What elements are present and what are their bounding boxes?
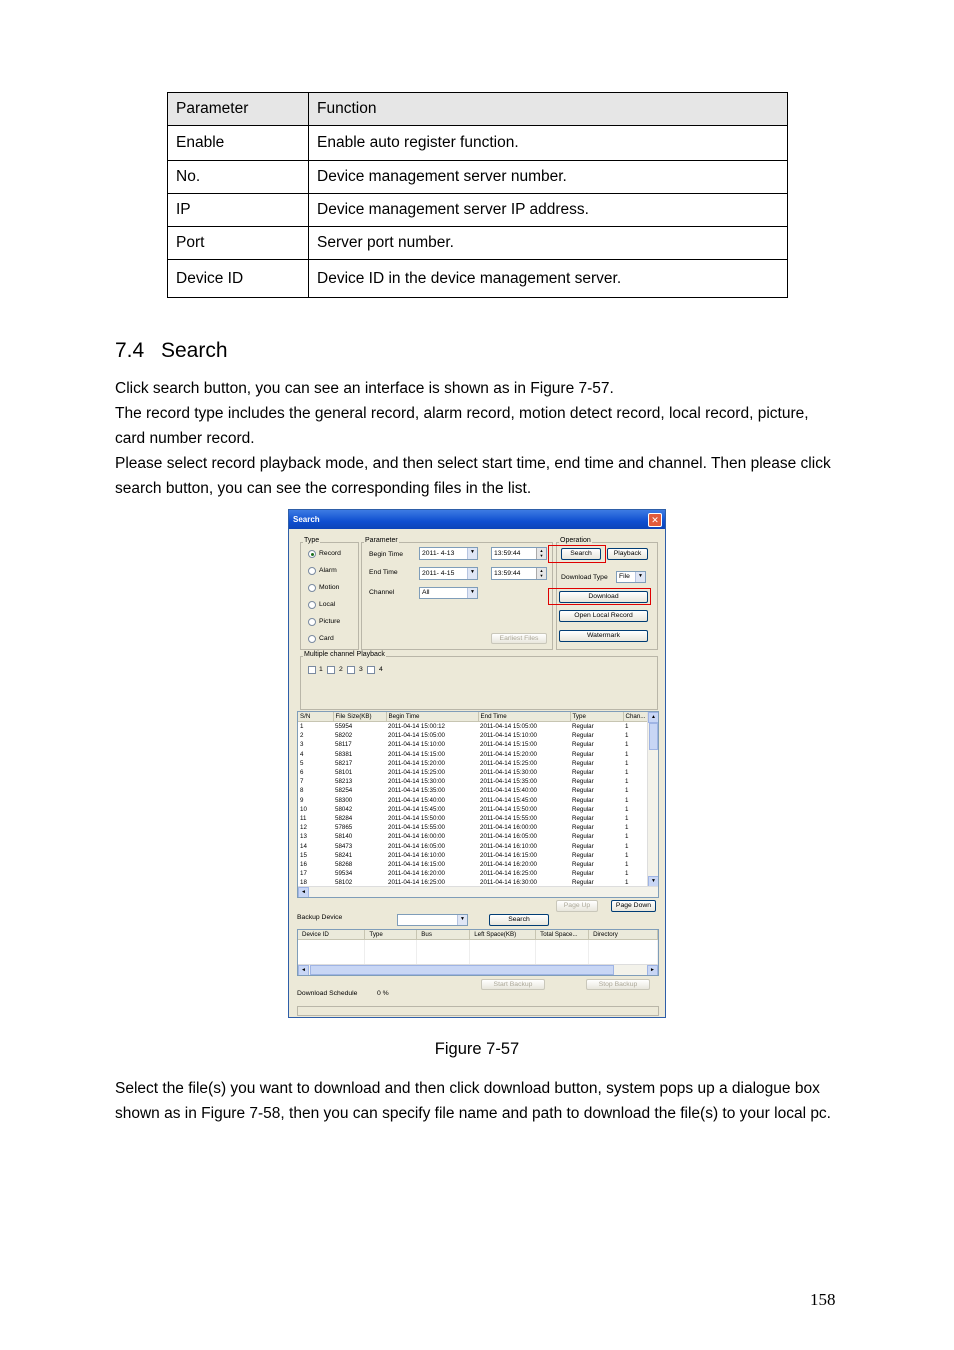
page-down-button[interactable]: Page Down: [611, 900, 656, 912]
table-cell: 57865: [335, 824, 353, 832]
download-schedule-label: Download Schedule: [297, 990, 358, 997]
table-cell: 8: [300, 787, 304, 795]
start-backup-button[interactable]: Start Backup: [481, 979, 545, 990]
table-cell: 2011-04-14 16:10:00: [388, 851, 445, 859]
radio-label: Motion: [319, 584, 340, 591]
table-cell: 58202: [335, 732, 353, 740]
file-list-column-header[interactable]: End Time: [478, 712, 570, 722]
table-cell: 18: [300, 879, 307, 887]
radio-local[interactable]: [308, 601, 316, 609]
end-time-label: End Time: [369, 569, 398, 576]
table-cell: 10: [300, 805, 307, 813]
table-cell: 1: [625, 796, 629, 804]
table-cell: Regular: [572, 750, 594, 758]
spinner-arrows-icon[interactable]: ▲ ▼: [536, 548, 546, 559]
table-row: [168, 194, 788, 227]
table-row[interactable]: [298, 777, 648, 786]
download-type-select[interactable]: [616, 571, 646, 583]
table-row[interactable]: [298, 869, 648, 878]
table-cell: 2011-04-14 16:00:00: [388, 833, 445, 841]
file-list-column-header[interactable]: File Size(KB): [333, 712, 386, 722]
file-list-column-header[interactable]: Type: [570, 712, 623, 722]
table-cell: 2011-04-14 16:20:00: [388, 870, 445, 878]
table-cell: 58117: [335, 741, 352, 749]
table-cell: 2011-04-14 15:50:00: [480, 805, 537, 813]
table-cell: 2011-04-14 15:55:00: [388, 824, 445, 832]
channel-label: Channel: [369, 589, 395, 596]
close-icon[interactable]: ✕: [648, 513, 662, 527]
table-cell: 2011-04-14 15:05:00: [480, 723, 537, 731]
table-row[interactable]: [298, 841, 648, 850]
table-row[interactable]: [298, 832, 648, 841]
table-cell: 4: [300, 750, 304, 758]
table-cell: 58042: [335, 805, 353, 813]
table-row[interactable]: [298, 722, 648, 732]
table-cell: 1: [625, 732, 629, 740]
table-cell: 2011-04-14 15:30:00: [480, 769, 537, 777]
table-cell: 1: [625, 759, 629, 767]
radio-label: Card: [319, 635, 334, 642]
table-cell: 17: [300, 870, 307, 878]
channel-2-checkbox[interactable]: [327, 666, 335, 674]
search-button[interactable]: Search: [561, 548, 601, 560]
scroll-thumb[interactable]: [310, 965, 614, 975]
table-cell: 58140: [335, 833, 353, 841]
table-cell: Regular: [572, 796, 594, 804]
download-schedule-value: 0 %: [377, 990, 389, 997]
file-list-column-header[interactable]: Begin Time: [386, 712, 478, 722]
table-cell: Port: [168, 227, 309, 260]
dropdown-arrow-icon[interactable]: ▼: [467, 588, 477, 598]
table-cell: Regular: [572, 833, 594, 841]
table-cell: 2011-04-14 15:10:00: [388, 741, 445, 749]
table-cell: 3: [300, 741, 304, 749]
radio-card[interactable]: [308, 635, 316, 643]
table-cell: Regular: [572, 723, 594, 731]
download-button[interactable]: Download: [559, 591, 648, 603]
spinner-arrows-icon[interactable]: ▲ ▼: [536, 568, 546, 579]
table-cell: Device management server number.: [309, 161, 788, 194]
section-heading: [115, 339, 228, 363]
table-cell: 2011-04-14 16:15:00: [388, 860, 445, 868]
backup-list-horizontal-scrollbar[interactable]: [298, 964, 658, 975]
table-cell: 1: [625, 860, 629, 868]
table-cell: 14: [300, 842, 307, 850]
open-local-record-button[interactable]: Open Local Record: [559, 610, 648, 622]
type-group-title: Type: [304, 537, 320, 544]
table-cell: Regular: [572, 824, 594, 832]
table-cell: 1: [625, 741, 629, 749]
dropdown-arrow-icon[interactable]: ▼: [457, 915, 467, 925]
table-row: [168, 227, 788, 260]
channel-label: 3: [359, 666, 363, 673]
table-cell: 2011-04-14 16:05:00: [388, 842, 445, 850]
table-row[interactable]: [298, 740, 648, 749]
table-row[interactable]: [298, 851, 648, 860]
table-cell: 7: [300, 778, 304, 786]
table-cell: 2: [300, 732, 304, 740]
playback-button[interactable]: Playback: [607, 548, 648, 560]
table-cell: Regular: [572, 860, 594, 868]
table-cell: 2011-04-14 15:15:00: [480, 741, 537, 749]
table-row[interactable]: [298, 750, 648, 759]
table-cell: 2011-04-14 16:25:00: [388, 879, 445, 887]
paragraph-1: Click search button, you can see an interface is shown as in Figure 7-57.: [115, 380, 614, 397]
table-cell: No.: [168, 161, 309, 194]
channel-4-checkbox[interactable]: [367, 666, 375, 674]
table-cell: 58284: [335, 814, 353, 822]
begin-clock-value: 13:59:44: [494, 550, 521, 557]
highlight-box: [548, 588, 651, 605]
backup-list-column-header[interactable]: Left Space(KB): [470, 930, 536, 940]
backup-list-column-header[interactable]: Bus: [417, 930, 470, 940]
table-cell: 58300: [335, 796, 353, 804]
table-row[interactable]: [298, 786, 648, 795]
table-row[interactable]: [298, 814, 648, 823]
section-title: Search: [161, 339, 228, 362]
file-list[interactable]: [297, 711, 659, 898]
table-cell: Regular: [572, 759, 594, 767]
table-cell: 2011-04-14 15:20:00: [480, 750, 537, 758]
end-time-spinner[interactable]: [491, 567, 547, 580]
table-row: [298, 940, 658, 965]
table-cell: 1: [625, 870, 629, 878]
table-row[interactable]: [298, 768, 648, 777]
table-header-cell: Function: [309, 93, 788, 126]
radio-label: Alarm: [319, 567, 337, 574]
radio-motion[interactable]: [308, 584, 316, 592]
table-cell: 12: [300, 824, 307, 832]
backup-list-column-header[interactable]: Device ID: [298, 930, 365, 940]
table-cell: 2011-04-14 15:05:00: [388, 732, 445, 740]
table-cell: 58241: [335, 851, 353, 859]
table-row[interactable]: [298, 759, 648, 768]
file-list-vertical-scrollbar[interactable]: [647, 712, 658, 887]
table-cell: Regular: [572, 879, 594, 887]
table-cell: 2011-04-14 15:10:00: [480, 732, 537, 740]
multi-channel-group: [300, 656, 658, 710]
table-cell: Regular: [572, 851, 594, 859]
table-cell: 2011-04-14 15:25:00: [388, 769, 445, 777]
scroll-left-icon[interactable]: ◄: [298, 887, 309, 898]
table-row[interactable]: [298, 796, 648, 805]
type-group: [300, 542, 359, 650]
channel-3-checkbox[interactable]: [347, 666, 355, 674]
channel-value: All: [422, 589, 430, 596]
radio-record[interactable]: [308, 550, 316, 558]
backup-list-header: [298, 930, 658, 940]
table-cell: 1: [625, 769, 629, 777]
table-cell: 2011-04-14 15:00:12: [388, 723, 445, 731]
table-row[interactable]: [298, 860, 648, 869]
table-cell: 2011-04-14 16:10:00: [480, 842, 537, 850]
table-cell: 1: [625, 879, 629, 887]
backup-table: [298, 930, 658, 964]
scroll-down-icon[interactable]: ▼: [648, 876, 659, 887]
table-cell: 16: [300, 860, 307, 868]
table-cell: Enable auto register function.: [309, 126, 788, 161]
table-cell: 2011-04-14 16:00:00: [480, 824, 537, 832]
dropdown-arrow-icon[interactable]: ▼: [467, 568, 477, 579]
radio-label: Record: [319, 550, 341, 557]
begin-date-picker[interactable]: [419, 547, 478, 560]
backup-device-select[interactable]: [397, 914, 468, 926]
table-cell: Device ID in the device management server.: [309, 260, 788, 298]
table-cell: 1: [625, 778, 629, 786]
download-type-label: Download Type: [561, 574, 608, 581]
table-cell: 5: [300, 759, 304, 767]
table-cell: 6: [300, 769, 304, 777]
table-cell: 13: [300, 833, 307, 841]
table-cell: 2011-04-14 15:30:00: [388, 778, 445, 786]
table-cell: IP: [168, 194, 309, 227]
table-cell: Regular: [572, 870, 594, 878]
table-cell: Regular: [572, 778, 594, 786]
radio-label: Local: [319, 601, 336, 608]
table-header-row: [168, 93, 788, 126]
table-cell: Regular: [572, 842, 594, 850]
channel-select[interactable]: [419, 587, 478, 599]
table-cell: 2011-04-14 16:30:00: [480, 879, 537, 887]
table-cell: 58473: [335, 842, 353, 850]
file-table: [298, 712, 649, 887]
table-row: [168, 126, 788, 161]
table-cell: 1: [625, 833, 629, 841]
table-cell: Regular: [572, 769, 594, 777]
multi-channel-title: Multiple channel Playback: [304, 651, 385, 658]
table-cell: 1: [625, 851, 629, 859]
table-cell: Regular: [572, 814, 594, 822]
scroll-left-icon[interactable]: ◄: [298, 965, 309, 976]
stop-backup-button[interactable]: Stop Backup: [586, 979, 650, 990]
scroll-thumb[interactable]: [649, 723, 658, 750]
table-cell: 59534: [335, 870, 353, 878]
parameter-table: [167, 92, 788, 298]
begin-time-spinner[interactable]: [491, 547, 547, 560]
table-cell: 58381: [335, 750, 353, 758]
file-list-column-header[interactable]: Chan...: [623, 712, 648, 722]
table-cell: 58101: [335, 769, 353, 777]
table-cell: 2011-04-14 15:40:00: [388, 796, 445, 804]
file-list-header: [298, 712, 648, 722]
end-date-value: 2011- 4-15: [422, 570, 455, 577]
backup-list-column-header[interactable]: Directory: [589, 930, 658, 940]
table-cell: Regular: [572, 805, 594, 813]
table-row: [168, 161, 788, 194]
backup-search-button[interactable]: Search: [489, 914, 549, 926]
backup-device-list[interactable]: [297, 929, 659, 976]
earliest-files-button[interactable]: Earliest Files: [491, 633, 547, 644]
radio-picture[interactable]: [308, 618, 316, 626]
table-cell: 1: [625, 824, 629, 832]
table-cell: 9: [300, 796, 304, 804]
channel-label: 1: [319, 666, 323, 673]
table-cell: Regular: [572, 741, 594, 749]
table-cell: 2011-04-14 16:20:00: [480, 860, 537, 868]
table-cell: 2011-04-14 16:15:00: [480, 851, 537, 859]
table-cell: Enable: [168, 126, 309, 161]
table-header-cell: Parameter: [168, 93, 309, 126]
table-cell: 1: [625, 842, 629, 850]
dropdown-arrow-icon[interactable]: ▼: [635, 572, 645, 582]
channel-1-checkbox[interactable]: [308, 666, 316, 674]
table-cell: 11: [300, 814, 307, 822]
table-row[interactable]: [298, 823, 648, 832]
table-cell: 58254: [335, 787, 353, 795]
operation-group-title: Operation: [560, 537, 591, 544]
table-cell: Device ID: [168, 260, 309, 298]
backup-list-column-header[interactable]: Type: [365, 930, 417, 940]
table-cell: 1: [625, 787, 629, 795]
begin-date-value: 2011- 4-13: [422, 550, 455, 557]
parameter-group-title: Parameter: [365, 537, 398, 544]
scroll-up-icon[interactable]: ▲: [648, 712, 659, 723]
file-list-horizontal-scrollbar[interactable]: [298, 886, 658, 897]
table-cell: 55954: [335, 723, 353, 731]
table-cell: 2011-04-14 15:40:00: [480, 787, 537, 795]
end-date-picker[interactable]: [419, 567, 478, 580]
page-number: 158: [810, 1290, 836, 1309]
table-cell: 2011-04-14 15:45:00: [480, 796, 537, 804]
table-row[interactable]: [298, 805, 648, 814]
table-cell: 58268: [335, 860, 353, 868]
table-cell: 58217: [335, 759, 353, 767]
dropdown-arrow-icon[interactable]: ▼: [467, 548, 477, 559]
paragraph-2: The record type includes the general record, alarm record, motion detect record, local record, picture, card number record.: [115, 405, 809, 447]
table-cell: 2011-04-14 15:35:00: [480, 778, 537, 786]
table-cell: 1: [300, 723, 304, 731]
figure-caption: Figure 7-57: [434, 1040, 520, 1058]
table-cell: 2011-04-14 15:35:00: [388, 787, 445, 795]
table-cell: Device management server IP address.: [309, 194, 788, 227]
file-list-column-header[interactable]: S/N: [298, 712, 333, 722]
table-row: [168, 260, 788, 298]
table-cell: 1: [625, 750, 629, 758]
radio-alarm[interactable]: [308, 567, 316, 575]
table-cell: 58213: [335, 778, 353, 786]
table-cell: 15: [300, 851, 307, 859]
search-dialog-window: [288, 509, 666, 1018]
table-row[interactable]: [298, 731, 648, 740]
table-cell: 2011-04-14 15:55:00: [480, 814, 537, 822]
table-cell: 2011-04-14 15:45:00: [388, 805, 445, 813]
table-cell: 2011-04-14 15:20:00: [388, 759, 445, 767]
table-cell: 2011-04-14 16:25:00: [480, 870, 537, 878]
highlight-box: [548, 545, 606, 563]
dialog-titlebar: [289, 510, 665, 529]
paragraph-3: Please select record playback mode, and then select start time, end time and channel. Then please click search button, you can see the corresponding files in the list.: [115, 455, 831, 497]
backup-list-column-header[interactable]: Total Space...: [536, 930, 589, 940]
paragraph-4: Select the file(s) you want to download and then click download button, system pops up a dialogue box shown as in Figure 7-58, then you can specify file name and path to download the file(s) to your local pc.: [115, 1080, 831, 1122]
table-cell: 2011-04-14 15:25:00: [480, 759, 537, 767]
table-cell: 58102: [335, 879, 353, 887]
scroll-right-icon[interactable]: ►: [647, 965, 658, 976]
dialog-title: Search: [293, 515, 320, 524]
begin-time-label: Begin Time: [369, 551, 404, 558]
table-cell: 1: [625, 723, 629, 731]
watermark-button[interactable]: Watermark: [559, 630, 648, 642]
section-number: 7.4: [115, 339, 145, 362]
download-type-value: File: [619, 573, 630, 580]
table-cell: Regular: [572, 732, 594, 740]
table-cell: Server port number.: [309, 227, 788, 260]
radio-label: Picture: [319, 618, 341, 625]
table-cell: Regular: [572, 787, 594, 795]
table-cell: 2011-04-14 16:05:00: [480, 833, 537, 841]
table-cell: 2011-04-14 15:50:00: [388, 814, 445, 822]
table-cell: 1: [625, 805, 629, 813]
backup-device-label: Backup Device: [297, 914, 343, 921]
page-up-button[interactable]: Page Up: [556, 900, 598, 912]
table-cell: 2011-04-14 15:15:00: [388, 750, 445, 758]
channel-label: 2: [339, 666, 343, 673]
channel-label: 4: [379, 666, 383, 673]
download-progress-bar: [297, 1006, 659, 1016]
table-cell: 1: [625, 814, 629, 822]
end-clock-value: 13:59:44: [494, 570, 521, 577]
